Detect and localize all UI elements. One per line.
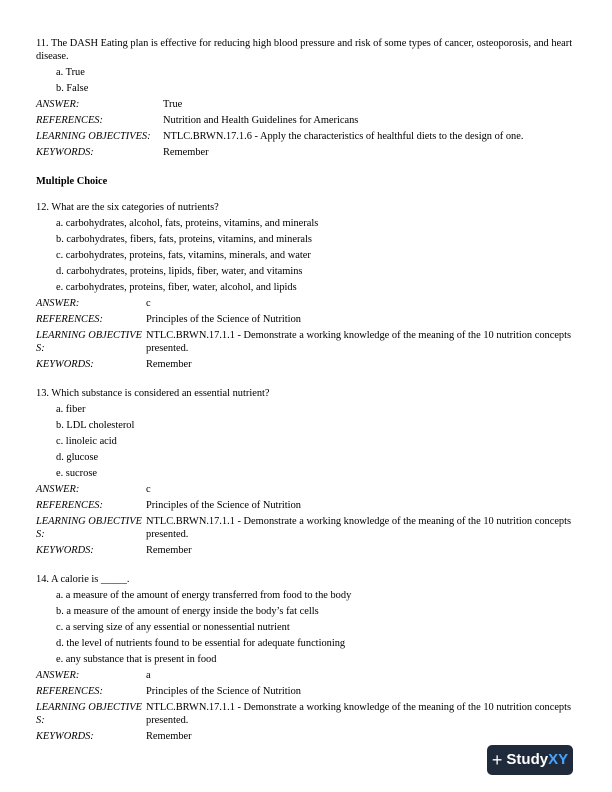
option-d: d. the level of nutrients found to be essential for adequate functioning bbox=[56, 638, 346, 649]
question-stem: 13. Which substance is considered an essential nutrient? bbox=[36, 388, 270, 399]
question-13 bbox=[36, 387, 576, 557]
references-label: REFERENCES: bbox=[36, 500, 103, 511]
option-e: e. carbohydrates, proteins, fiber, water, alcohol, and lipids bbox=[56, 282, 297, 293]
answer-row bbox=[36, 483, 576, 496]
keywords-label: KEYWORDS: bbox=[36, 545, 94, 556]
option-list bbox=[36, 403, 576, 480]
option-list bbox=[36, 217, 576, 294]
document-page bbox=[36, 37, 576, 743]
logo-text-study: Study bbox=[506, 750, 549, 768]
option-list bbox=[36, 589, 576, 666]
option-d: d. glucose bbox=[56, 452, 99, 463]
answer-label: ANSWER: bbox=[36, 670, 80, 681]
learning-objectives-value: NTLC.BRWN.17.1.6 - Apply the characteristics of healthful diets to the design of one. bbox=[163, 131, 524, 142]
option-b: b. LDL cholesterol bbox=[56, 420, 135, 431]
keywords-row bbox=[36, 544, 576, 557]
answer-value: a bbox=[146, 670, 151, 681]
question-11 bbox=[36, 37, 576, 159]
references-row bbox=[36, 114, 576, 127]
option-c: c. linoleic acid bbox=[56, 436, 117, 447]
answer-row bbox=[36, 98, 576, 111]
references-value: Principles of the Science of Nutrition bbox=[146, 500, 301, 511]
question-14 bbox=[36, 573, 576, 743]
keywords-value: Remember bbox=[146, 359, 192, 370]
learning-objectives-row bbox=[36, 130, 576, 143]
references-value: Nutrition and Health Guidelines for Americans bbox=[163, 115, 359, 126]
section-title: Multiple Choice bbox=[36, 176, 108, 187]
references-label: REFERENCES: bbox=[36, 314, 103, 325]
keywords-value: Remember bbox=[163, 147, 209, 158]
references-row bbox=[36, 313, 576, 326]
option-list bbox=[36, 66, 576, 95]
answer-row bbox=[36, 297, 576, 310]
option-c: c. carbohydrates, proteins, fats, vitamins, minerals, and water bbox=[56, 250, 311, 261]
learning-objectives-value: NTLC.BRWN.17.1.1 - Demonstrate a working knowledge of the meaning of the 10 nutrition concepts presented. bbox=[146, 330, 572, 354]
answer-row bbox=[36, 669, 576, 682]
references-row bbox=[36, 685, 576, 698]
keywords-value: Remember bbox=[146, 545, 192, 556]
answer-value: c bbox=[146, 298, 151, 309]
studyxy-logo bbox=[487, 745, 573, 775]
learning-objectives-value: NTLC.BRWN.17.1.1 - Demonstrate a working knowledge of the meaning of the 10 nutrition concepts presented. bbox=[146, 702, 572, 726]
references-value: Principles of the Science of Nutrition bbox=[146, 686, 301, 697]
keywords-value: Remember bbox=[146, 731, 192, 742]
question-stem: 11. The DASH Eating plan is effective for reducing high blood pressure and risk of some types of cancer, osteoporosis, and heart disease. bbox=[36, 38, 573, 62]
learning-objectives-row bbox=[36, 701, 576, 727]
answer-value: True bbox=[163, 99, 183, 110]
learning-objectives-row bbox=[36, 329, 576, 355]
option-e: e. any substance that is present in food bbox=[56, 654, 217, 665]
learning-objectives-label: LEARNING OBJECTIVES: bbox=[36, 131, 151, 142]
option-a: a. fiber bbox=[56, 404, 86, 415]
keywords-label: KEYWORDS: bbox=[36, 731, 94, 742]
answer-label: ANSWER: bbox=[36, 99, 80, 110]
option-b: b. a measure of the amount of energy inside the body’s fat cells bbox=[56, 606, 319, 617]
learning-objectives-value: NTLC.BRWN.17.1.1 - Demonstrate a working knowledge of the meaning of the 10 nutrition concepts presented. bbox=[146, 516, 572, 540]
option-d: d. carbohydrates, proteins, lipids, fiber, water, and vitamins bbox=[56, 266, 303, 277]
answer-value: c bbox=[146, 484, 151, 495]
answer-label: ANSWER: bbox=[36, 484, 80, 495]
references-row bbox=[36, 499, 576, 512]
option-e: e. sucrose bbox=[56, 468, 97, 479]
option-b: b. False bbox=[56, 83, 89, 94]
learning-objectives-label: LEARNING OBJECTIVES: bbox=[36, 330, 142, 354]
question-12 bbox=[36, 201, 576, 371]
option-c: c. a serving size of any essential or nonessential nutrient bbox=[56, 622, 290, 633]
references-value: Principles of the Science of Nutrition bbox=[146, 314, 301, 325]
option-a: a. a measure of the amount of energy transferred from food to the body bbox=[56, 590, 352, 601]
learning-objectives-label: LEARNING OBJECTIVES: bbox=[36, 516, 142, 540]
references-label: REFERENCES: bbox=[36, 115, 103, 126]
keywords-label: KEYWORDS: bbox=[36, 147, 94, 158]
keywords-label: KEYWORDS: bbox=[36, 359, 94, 370]
references-label: REFERENCES: bbox=[36, 686, 103, 697]
option-b: b. carbohydrates, fibers, fats, proteins, vitamins, and minerals bbox=[56, 234, 312, 245]
option-a: a. True bbox=[56, 67, 85, 78]
option-a: a. carbohydrates, alcohol, fats, proteins, vitamins, and minerals bbox=[56, 218, 319, 229]
keywords-row bbox=[36, 146, 576, 159]
question-stem: 14. A calorie is _____. bbox=[36, 574, 130, 585]
plus-icon: + bbox=[491, 749, 503, 770]
keywords-row bbox=[36, 358, 576, 371]
question-stem: 12. What are the six categories of nutrients? bbox=[36, 202, 219, 213]
logo-text-xy: XY bbox=[548, 750, 569, 768]
answer-label: ANSWER: bbox=[36, 298, 80, 309]
keywords-row bbox=[36, 730, 576, 743]
learning-objectives-label: LEARNING OBJECTIVES: bbox=[36, 702, 142, 726]
learning-objectives-row bbox=[36, 515, 576, 541]
